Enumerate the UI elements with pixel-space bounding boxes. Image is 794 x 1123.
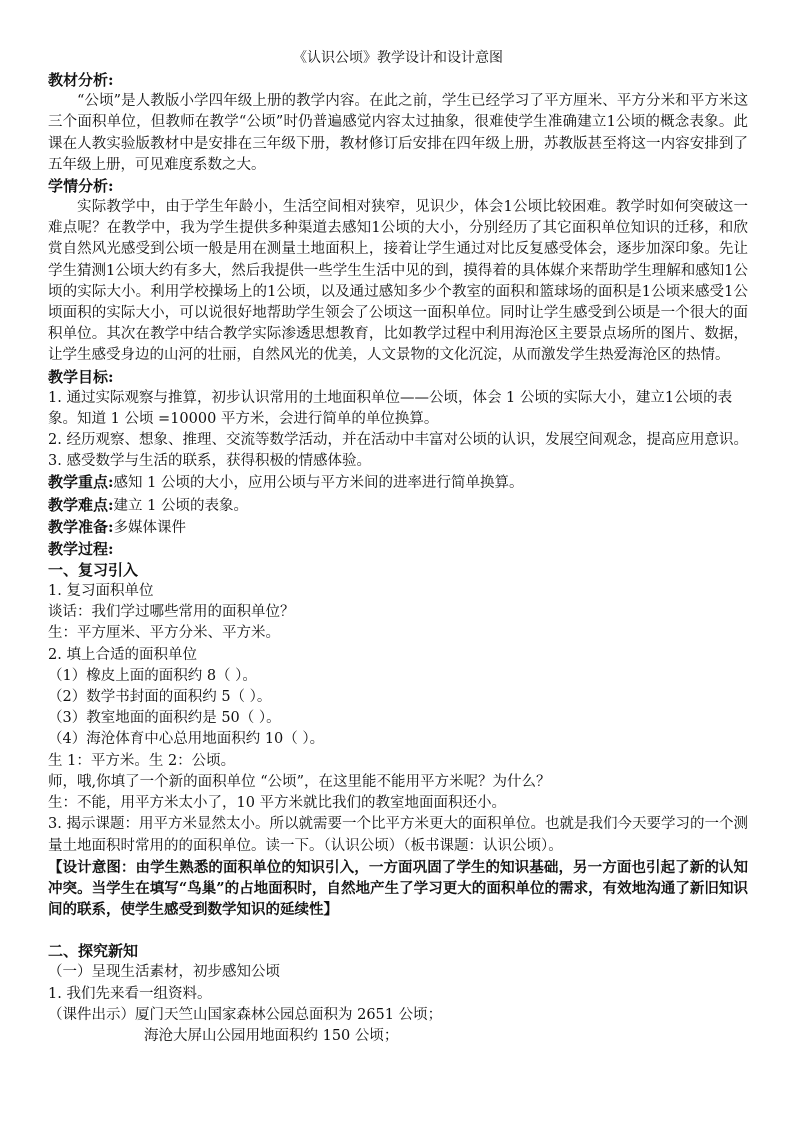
section2-line-indented: 海沧大屏山公园用地面积约 150 公顷；: [144, 1027, 399, 1044]
section-heading-material: 教材分析:: [48, 71, 114, 90]
page-title: 《认识公顷》教学设计和设计意图: [293, 50, 503, 66]
section-heading-students: 学情分析:: [48, 177, 114, 196]
section2-subheading: （一）呈现生活素材，初步感知公顷: [48, 964, 280, 981]
section1-line: 谈话：我们学过哪些常用的面积单位？: [48, 604, 295, 621]
section1-line: 生：不能，用平方米太小了，10 平方米就比我们的教室地面面积还小。: [48, 795, 507, 812]
difficulty-text: 建立 1 公顷的表象。: [113, 497, 248, 514]
section1-line: （4）海沧体育中心总用地面积约 10（ ）。: [48, 731, 325, 748]
section1-heading: 一、复习引入: [48, 561, 139, 580]
section1-line: （3）教室地面的面积约是 50（ ）。: [48, 710, 281, 727]
section1-line: 2. 填上合适的面积单位: [48, 646, 197, 663]
goal-item: 1. 通过实际观察与推算，初步认识常用的土地面积单位——公顷，体会 1 公顷的实际大小，建立1公顷的表象。知道 1 公顷 =10000 平方米，会进行简单的单位换算。: [48, 389, 733, 427]
section2-line: 1. 我们先来看一组资料。: [48, 985, 212, 1002]
section1-line: 3. 揭示课题：用平方米显然太小。所以就需要一个比平方米更大的面积单位。也就是我们今天要学习的一个测量土地面积时常用的的面积单位。读一下。（认识公顷）（板书课题：认识公顷）。: [48, 816, 748, 854]
section1-line: 生 1：平方米。生 2：公顷。: [48, 752, 236, 769]
document-page: [48, 48, 748, 1047]
student-analysis-text: 实际教学中，由于学生年龄小，生活空间相对狭窄，见识少，体会1公顷比较困难。教学时如何突破这一难点呢？在教学中，我为学生提供多种渠道去感知1公顷的大小，分别经历了其它面积单位知识的迁移，和欣赏自然风光感受到公顷一般是用在测量土地面积上，接着让学生通过对比反复感受体会，逐步加深印象。先让学生猜测1公顷大约有多大，然后我提供一些学生生活中见的到，摸得着的具体媒介来帮助学生理解和感知1公顷的实际大小。利用学校操场上的1公顷，以及通过感知多少个教室的面积和篮球场的面积是1公顷来感受1公顷面积的实际大小，可以说很好地帮助学生领会了公顷这一面积单位。同时让学生感受到公顷是一个很大的面积单位。其次在教学中结合教学实际渗透思想教育，比如教学过程中利用海沧区主要景点场所的图片、数据，让学生感受身边的山河的壮丽，自然风光的优美，人文景物的文化沉淀，从而激发学生热爱海沧区的热情。: [48, 199, 748, 364]
section1-line: 生：平方厘米、平方分米、平方米。: [48, 625, 280, 642]
material-analysis-text: “公顷”是人教版小学四年级上册的教学内容。在此之前，学生已经学习了平方厘米、平方分米和平方米这三个面积单位，但教师在教学“公顷”时仍普遍感觉内容太过抽象，很难使学生准确建立1公顷的概念表象。此课在人教实验版教材中是安排在三年级下册，教材修订后安排在四年级上册，苏教版甚至将这一内容安排到了五年级上册，可见难度系数之大。: [48, 93, 748, 173]
goal-item: 2. 经历观察、想象、推理、交流等数学活动，并在活动中丰富对公顷的认识，发展空间观念，提高应用意识。: [48, 432, 748, 449]
goal-item: 3. 感受数学与生活的联系，获得积极的情感体验。: [48, 453, 371, 470]
section2-line: （课件出示）厦门天竺山国家森林公园总面积为 2651 公顷；: [48, 1006, 443, 1023]
preparation-row: [48, 517, 748, 539]
section-heading-goals: 教学目标:: [48, 367, 114, 386]
section1-line: 师，哦,你填了一个新的面积单位 “公顷”，在这里能不能用平方米呢？为什么？: [48, 773, 551, 790]
difficulty-label: 教学难点:: [48, 495, 114, 514]
key-point-label: 教学重点:: [48, 473, 114, 492]
section1-line: （1）橡皮上面的面积约 8（ ）。: [48, 667, 257, 684]
process-heading: 教学过程:: [48, 540, 114, 559]
preparation-label: 教学准备:: [48, 517, 114, 536]
section1-line: （2）数学书封面的面积约 5（ ）。: [48, 689, 272, 706]
design-intent: 【设计意图：由学生熟悉的面积单位的知识引入，一方面巩固了学生的知识基础，另一方面也引起了新的认知冲突。当学生在填写“鸟巢”的占地面积时，自然地产生了学习更大的面积单位的需求，有效地沟通了新旧知识间的联系，使学生感受到数学知识的延续性】: [48, 858, 748, 919]
section2-heading: 二、探究新知: [48, 942, 139, 961]
key-point-text: 感知 1 公顷的大小，应用公顷与平方米间的进率进行简单换算。: [113, 475, 524, 492]
spacer: [48, 920, 748, 941]
key-point-row: [48, 472, 748, 494]
section1-line: 1. 复习面积单位: [48, 583, 154, 600]
difficulty-row: [48, 495, 748, 517]
preparation-text: 多媒体课件: [113, 519, 187, 536]
